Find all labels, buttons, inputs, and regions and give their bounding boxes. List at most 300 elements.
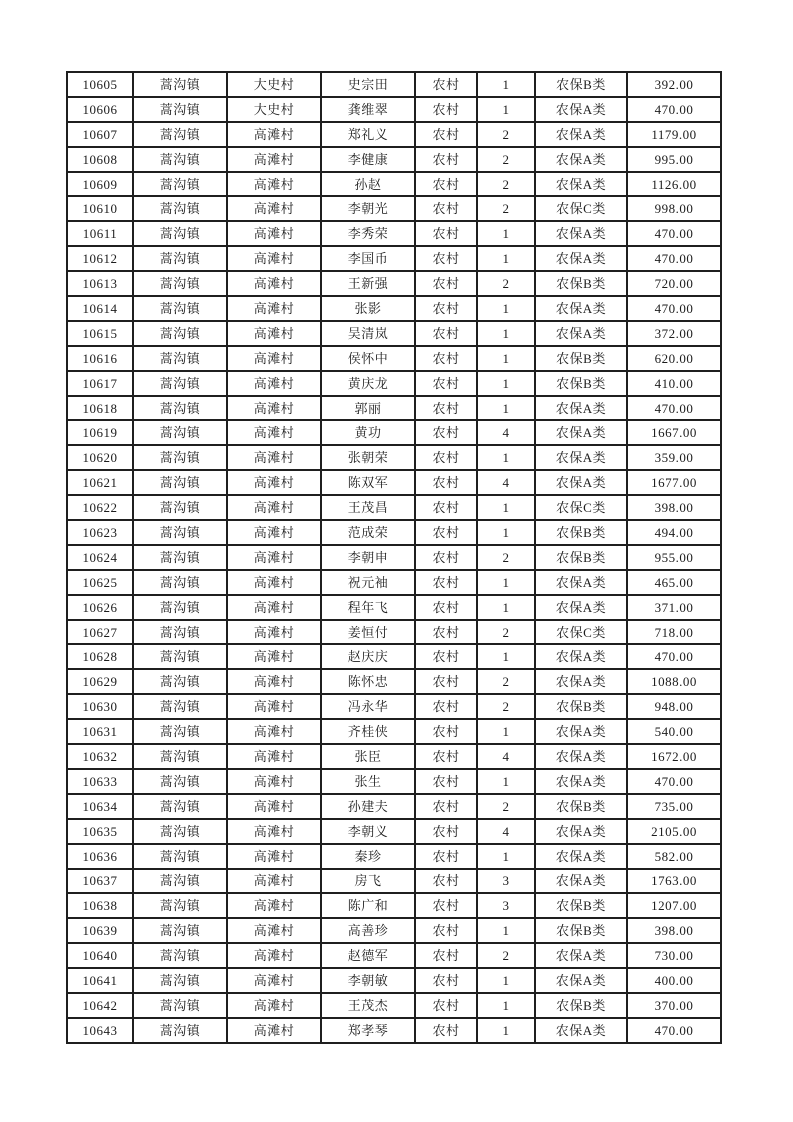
table-row: [67, 147, 721, 172]
table-row: [67, 644, 721, 669]
cell-person_count: 2: [477, 694, 535, 719]
cell-name: 王新强: [321, 271, 415, 296]
cell-town: 蒿沟镇: [133, 1018, 227, 1043]
cell-insurance_category: 农保B类: [535, 893, 627, 918]
cell-serial_number: 10613: [67, 271, 133, 296]
cell-town: 蒿沟镇: [133, 694, 227, 719]
cell-village: 高滩村: [227, 968, 321, 993]
cell-amount: 470.00: [627, 1018, 721, 1043]
cell-residence_type: 农村: [415, 396, 477, 421]
cell-insurance_category: 农保A类: [535, 744, 627, 769]
cell-amount: 410.00: [627, 371, 721, 396]
cell-person_count: 2: [477, 196, 535, 221]
cell-residence_type: 农村: [415, 968, 477, 993]
cell-village: 大史村: [227, 97, 321, 122]
cell-serial_number: 10625: [67, 570, 133, 595]
cell-amount: 620.00: [627, 346, 721, 371]
cell-town: 蒿沟镇: [133, 495, 227, 520]
cell-town: 蒿沟镇: [133, 719, 227, 744]
cell-amount: 540.00: [627, 719, 721, 744]
cell-residence_type: 农村: [415, 172, 477, 197]
cell-town: 蒿沟镇: [133, 819, 227, 844]
cell-name: 孙建夫: [321, 794, 415, 819]
cell-name: 赵庆庆: [321, 644, 415, 669]
cell-town: 蒿沟镇: [133, 445, 227, 470]
cell-amount: 370.00: [627, 993, 721, 1018]
cell-person_count: 1: [477, 769, 535, 794]
cell-person_count: 1: [477, 221, 535, 246]
cell-serial_number: 10616: [67, 346, 133, 371]
cell-name: 郑礼义: [321, 122, 415, 147]
cell-person_count: 1: [477, 595, 535, 620]
cell-amount: 372.00: [627, 321, 721, 346]
cell-village: 高滩村: [227, 794, 321, 819]
table-row: [67, 769, 721, 794]
cell-village: 高滩村: [227, 719, 321, 744]
cell-insurance_category: 农保B类: [535, 520, 627, 545]
cell-name: 祝元袖: [321, 570, 415, 595]
cell-residence_type: 农村: [415, 719, 477, 744]
cell-serial_number: 10632: [67, 744, 133, 769]
cell-residence_type: 农村: [415, 321, 477, 346]
cell-residence_type: 农村: [415, 744, 477, 769]
cell-town: 蒿沟镇: [133, 570, 227, 595]
cell-residence_type: 农村: [415, 869, 477, 894]
cell-village: 高滩村: [227, 470, 321, 495]
cell-serial_number: 10611: [67, 221, 133, 246]
cell-town: 蒿沟镇: [133, 371, 227, 396]
cell-serial_number: 10621: [67, 470, 133, 495]
cell-insurance_category: 农保A类: [535, 719, 627, 744]
cell-amount: 730.00: [627, 943, 721, 968]
cell-person_count: 2: [477, 271, 535, 296]
cell-insurance_category: 农保A类: [535, 246, 627, 271]
cell-serial_number: 10629: [67, 669, 133, 694]
cell-serial_number: 10617: [67, 371, 133, 396]
cell-village: 高滩村: [227, 147, 321, 172]
cell-insurance_category: 农保A类: [535, 420, 627, 445]
cell-residence_type: 农村: [415, 97, 477, 122]
cell-name: 李朝光: [321, 196, 415, 221]
cell-village: 高滩村: [227, 371, 321, 396]
table-row: [67, 1018, 721, 1043]
cell-name: 郭丽: [321, 396, 415, 421]
cell-amount: 1677.00: [627, 470, 721, 495]
cell-village: 高滩村: [227, 694, 321, 719]
cell-amount: 948.00: [627, 694, 721, 719]
cell-serial_number: 10637: [67, 869, 133, 894]
cell-village: 高滩村: [227, 769, 321, 794]
table-row: [67, 819, 721, 844]
cell-name: 侯怀中: [321, 346, 415, 371]
cell-name: 赵德军: [321, 943, 415, 968]
cell-insurance_category: 农保A类: [535, 321, 627, 346]
cell-residence_type: 农村: [415, 669, 477, 694]
table-row: [67, 420, 721, 445]
table-row: [67, 620, 721, 645]
cell-name: 黄功: [321, 420, 415, 445]
cell-town: 蒿沟镇: [133, 769, 227, 794]
cell-town: 蒿沟镇: [133, 172, 227, 197]
cell-insurance_category: 农保A类: [535, 570, 627, 595]
cell-insurance_category: 农保A类: [535, 147, 627, 172]
cell-insurance_category: 农保B类: [535, 918, 627, 943]
cell-name: 陈怀忠: [321, 669, 415, 694]
cell-village: 高滩村: [227, 669, 321, 694]
cell-residence_type: 农村: [415, 122, 477, 147]
cell-serial_number: 10607: [67, 122, 133, 147]
cell-village: 高滩村: [227, 246, 321, 271]
table-row: [67, 196, 721, 221]
table-row: [67, 794, 721, 819]
cell-person_count: 2: [477, 172, 535, 197]
cell-insurance_category: 农保B类: [535, 694, 627, 719]
table-row: [67, 296, 721, 321]
cell-village: 高滩村: [227, 172, 321, 197]
cell-insurance_category: 农保A类: [535, 819, 627, 844]
cell-name: 陈双军: [321, 470, 415, 495]
cell-insurance_category: 农保A类: [535, 644, 627, 669]
cell-name: 张朝荣: [321, 445, 415, 470]
cell-amount: 1207.00: [627, 893, 721, 918]
cell-amount: 371.00: [627, 595, 721, 620]
table-row: [67, 595, 721, 620]
cell-village: 高滩村: [227, 993, 321, 1018]
cell-amount: 359.00: [627, 445, 721, 470]
cell-name: 张生: [321, 769, 415, 794]
cell-amount: 1126.00: [627, 172, 721, 197]
cell-amount: 718.00: [627, 620, 721, 645]
cell-amount: 465.00: [627, 570, 721, 595]
cell-insurance_category: 农保A类: [535, 968, 627, 993]
cell-amount: 955.00: [627, 545, 721, 570]
cell-amount: 398.00: [627, 495, 721, 520]
cell-residence_type: 农村: [415, 196, 477, 221]
cell-amount: 470.00: [627, 769, 721, 794]
cell-person_count: 1: [477, 97, 535, 122]
table-row: [67, 172, 721, 197]
table-row: [67, 97, 721, 122]
cell-person_count: 1: [477, 719, 535, 744]
cell-person_count: 1: [477, 644, 535, 669]
cell-person_count: 1: [477, 371, 535, 396]
cell-residence_type: 农村: [415, 819, 477, 844]
cell-serial_number: 10615: [67, 321, 133, 346]
cell-name: 秦珍: [321, 844, 415, 869]
cell-residence_type: 农村: [415, 346, 477, 371]
cell-name: 李朝敏: [321, 968, 415, 993]
cell-village: 高滩村: [227, 520, 321, 545]
cell-serial_number: 10640: [67, 943, 133, 968]
cell-person_count: 1: [477, 993, 535, 1018]
cell-residence_type: 农村: [415, 246, 477, 271]
cell-insurance_category: 农保A类: [535, 172, 627, 197]
table-row: [67, 844, 721, 869]
cell-person_count: 2: [477, 794, 535, 819]
cell-person_count: 3: [477, 893, 535, 918]
cell-name: 李国币: [321, 246, 415, 271]
cell-residence_type: 农村: [415, 993, 477, 1018]
cell-serial_number: 10628: [67, 644, 133, 669]
cell-residence_type: 农村: [415, 794, 477, 819]
table-row: [67, 246, 721, 271]
table-row: [67, 669, 721, 694]
cell-village: 高滩村: [227, 570, 321, 595]
cell-amount: 1179.00: [627, 122, 721, 147]
cell-name: 齐桂侠: [321, 719, 415, 744]
cell-residence_type: 农村: [415, 893, 477, 918]
cell-name: 冯永华: [321, 694, 415, 719]
cell-name: 孙赵: [321, 172, 415, 197]
cell-village: 高滩村: [227, 495, 321, 520]
cell-insurance_category: 农保A类: [535, 296, 627, 321]
cell-town: 蒿沟镇: [133, 794, 227, 819]
table-row: [67, 346, 721, 371]
table-body: [67, 72, 721, 1043]
cell-village: 高滩村: [227, 744, 321, 769]
cell-serial_number: 10626: [67, 595, 133, 620]
cell-name: 李朝申: [321, 545, 415, 570]
table-row: [67, 445, 721, 470]
cell-person_count: 4: [477, 420, 535, 445]
cell-name: 李朝义: [321, 819, 415, 844]
table-row: [67, 968, 721, 993]
cell-amount: 582.00: [627, 844, 721, 869]
cell-serial_number: 10612: [67, 246, 133, 271]
table-row: [67, 744, 721, 769]
cell-serial_number: 10631: [67, 719, 133, 744]
cell-residence_type: 农村: [415, 694, 477, 719]
cell-name: 姜恒付: [321, 620, 415, 645]
cell-village: 高滩村: [227, 346, 321, 371]
cell-town: 蒿沟镇: [133, 744, 227, 769]
cell-amount: 398.00: [627, 918, 721, 943]
cell-town: 蒿沟镇: [133, 221, 227, 246]
cell-name: 黄庆龙: [321, 371, 415, 396]
cell-person_count: 1: [477, 570, 535, 595]
cell-insurance_category: 农保B类: [535, 271, 627, 296]
cell-town: 蒿沟镇: [133, 893, 227, 918]
cell-serial_number: 10636: [67, 844, 133, 869]
cell-amount: 1088.00: [627, 669, 721, 694]
cell-village: 高滩村: [227, 869, 321, 894]
cell-amount: 470.00: [627, 396, 721, 421]
cell-serial_number: 10641: [67, 968, 133, 993]
cell-person_count: 2: [477, 122, 535, 147]
cell-town: 蒿沟镇: [133, 271, 227, 296]
cell-residence_type: 农村: [415, 495, 477, 520]
cell-amount: 1672.00: [627, 744, 721, 769]
cell-village: 高滩村: [227, 296, 321, 321]
cell-town: 蒿沟镇: [133, 346, 227, 371]
cell-name: 程年飞: [321, 595, 415, 620]
table-row: [67, 943, 721, 968]
cell-person_count: 1: [477, 246, 535, 271]
cell-serial_number: 10614: [67, 296, 133, 321]
cell-person_count: 1: [477, 918, 535, 943]
cell-town: 蒿沟镇: [133, 72, 227, 97]
cell-village: 高滩村: [227, 595, 321, 620]
cell-town: 蒿沟镇: [133, 968, 227, 993]
cell-town: 蒿沟镇: [133, 844, 227, 869]
cell-town: 蒿沟镇: [133, 420, 227, 445]
cell-residence_type: 农村: [415, 943, 477, 968]
cell-amount: 392.00: [627, 72, 721, 97]
cell-serial_number: 10635: [67, 819, 133, 844]
cell-town: 蒿沟镇: [133, 246, 227, 271]
cell-person_count: 1: [477, 968, 535, 993]
cell-insurance_category: 农保C类: [535, 620, 627, 645]
cell-name: 王茂杰: [321, 993, 415, 1018]
table-row: [67, 221, 721, 246]
cell-name: 王茂昌: [321, 495, 415, 520]
cell-amount: 470.00: [627, 246, 721, 271]
cell-serial_number: 10610: [67, 196, 133, 221]
table-row: [67, 396, 721, 421]
table-row: [67, 520, 721, 545]
cell-name: 范成荣: [321, 520, 415, 545]
cell-person_count: 1: [477, 296, 535, 321]
cell-residence_type: 农村: [415, 470, 477, 495]
cell-village: 高滩村: [227, 396, 321, 421]
cell-name: 张臣: [321, 744, 415, 769]
cell-town: 蒿沟镇: [133, 869, 227, 894]
cell-insurance_category: 农保A类: [535, 595, 627, 620]
cell-insurance_category: 农保A类: [535, 221, 627, 246]
cell-town: 蒿沟镇: [133, 296, 227, 321]
cell-village: 高滩村: [227, 420, 321, 445]
cell-name: 史宗田: [321, 72, 415, 97]
cell-person_count: 4: [477, 470, 535, 495]
cell-insurance_category: 农保A类: [535, 943, 627, 968]
cell-serial_number: 10608: [67, 147, 133, 172]
cell-residence_type: 农村: [415, 221, 477, 246]
cell-village: 高滩村: [227, 918, 321, 943]
cell-insurance_category: 农保A类: [535, 396, 627, 421]
insurance-records-table: [66, 71, 722, 1044]
cell-name: 陈广和: [321, 893, 415, 918]
cell-residence_type: 农村: [415, 271, 477, 296]
table-row: [67, 570, 721, 595]
cell-village: 高滩村: [227, 844, 321, 869]
table-row: [67, 893, 721, 918]
table-row: [67, 495, 721, 520]
cell-residence_type: 农村: [415, 620, 477, 645]
table-row: [67, 869, 721, 894]
cell-insurance_category: 农保C类: [535, 196, 627, 221]
cell-serial_number: 10634: [67, 794, 133, 819]
cell-amount: 494.00: [627, 520, 721, 545]
cell-residence_type: 农村: [415, 147, 477, 172]
cell-residence_type: 农村: [415, 1018, 477, 1043]
cell-insurance_category: 农保B类: [535, 371, 627, 396]
cell-village: 高滩村: [227, 893, 321, 918]
cell-village: 高滩村: [227, 545, 321, 570]
cell-residence_type: 农村: [415, 420, 477, 445]
cell-residence_type: 农村: [415, 371, 477, 396]
cell-residence_type: 农村: [415, 570, 477, 595]
cell-town: 蒿沟镇: [133, 993, 227, 1018]
cell-village: 高滩村: [227, 271, 321, 296]
cell-village: 高滩村: [227, 620, 321, 645]
cell-insurance_category: 农保C类: [535, 495, 627, 520]
cell-insurance_category: 农保A类: [535, 1018, 627, 1043]
cell-serial_number: 10638: [67, 893, 133, 918]
cell-village: 高滩村: [227, 221, 321, 246]
cell-village: 高滩村: [227, 1018, 321, 1043]
cell-name: 李秀荣: [321, 221, 415, 246]
cell-insurance_category: 农保B类: [535, 993, 627, 1018]
cell-name: 房飞: [321, 869, 415, 894]
cell-amount: 1667.00: [627, 420, 721, 445]
cell-serial_number: 10633: [67, 769, 133, 794]
cell-town: 蒿沟镇: [133, 545, 227, 570]
cell-town: 蒿沟镇: [133, 470, 227, 495]
cell-insurance_category: 农保B类: [535, 545, 627, 570]
cell-town: 蒿沟镇: [133, 595, 227, 620]
cell-insurance_category: 农保A类: [535, 470, 627, 495]
cell-town: 蒿沟镇: [133, 196, 227, 221]
cell-person_count: 2: [477, 620, 535, 645]
cell-serial_number: 10643: [67, 1018, 133, 1043]
cell-village: 高滩村: [227, 321, 321, 346]
cell-person_count: 2: [477, 669, 535, 694]
table-row: [67, 993, 721, 1018]
cell-insurance_category: 农保A类: [535, 445, 627, 470]
cell-serial_number: 10609: [67, 172, 133, 197]
cell-town: 蒿沟镇: [133, 669, 227, 694]
cell-amount: 2105.00: [627, 819, 721, 844]
cell-amount: 998.00: [627, 196, 721, 221]
cell-insurance_category: 农保A类: [535, 669, 627, 694]
cell-person_count: 3: [477, 869, 535, 894]
cell-town: 蒿沟镇: [133, 918, 227, 943]
cell-town: 蒿沟镇: [133, 520, 227, 545]
cell-town: 蒿沟镇: [133, 644, 227, 669]
cell-person_count: 1: [477, 520, 535, 545]
table-row: [67, 545, 721, 570]
cell-amount: 470.00: [627, 644, 721, 669]
table-row: [67, 719, 721, 744]
table-row: [67, 122, 721, 147]
cell-amount: 470.00: [627, 221, 721, 246]
cell-town: 蒿沟镇: [133, 396, 227, 421]
cell-amount: 735.00: [627, 794, 721, 819]
cell-residence_type: 农村: [415, 769, 477, 794]
cell-insurance_category: 农保A类: [535, 122, 627, 147]
cell-residence_type: 农村: [415, 844, 477, 869]
cell-town: 蒿沟镇: [133, 620, 227, 645]
cell-residence_type: 农村: [415, 296, 477, 321]
cell-village: 高滩村: [227, 196, 321, 221]
cell-person_count: 1: [477, 1018, 535, 1043]
cell-amount: 470.00: [627, 97, 721, 122]
cell-insurance_category: 农保B类: [535, 346, 627, 371]
cell-person_count: 1: [477, 346, 535, 371]
cell-village: 高滩村: [227, 644, 321, 669]
cell-village: 高滩村: [227, 819, 321, 844]
cell-name: 高善珍: [321, 918, 415, 943]
cell-person_count: 4: [477, 819, 535, 844]
cell-person_count: 4: [477, 744, 535, 769]
cell-town: 蒿沟镇: [133, 122, 227, 147]
cell-insurance_category: 农保A类: [535, 869, 627, 894]
table-row: [67, 321, 721, 346]
cell-insurance_category: 农保A类: [535, 769, 627, 794]
cell-person_count: 1: [477, 445, 535, 470]
cell-person_count: 2: [477, 147, 535, 172]
cell-town: 蒿沟镇: [133, 147, 227, 172]
